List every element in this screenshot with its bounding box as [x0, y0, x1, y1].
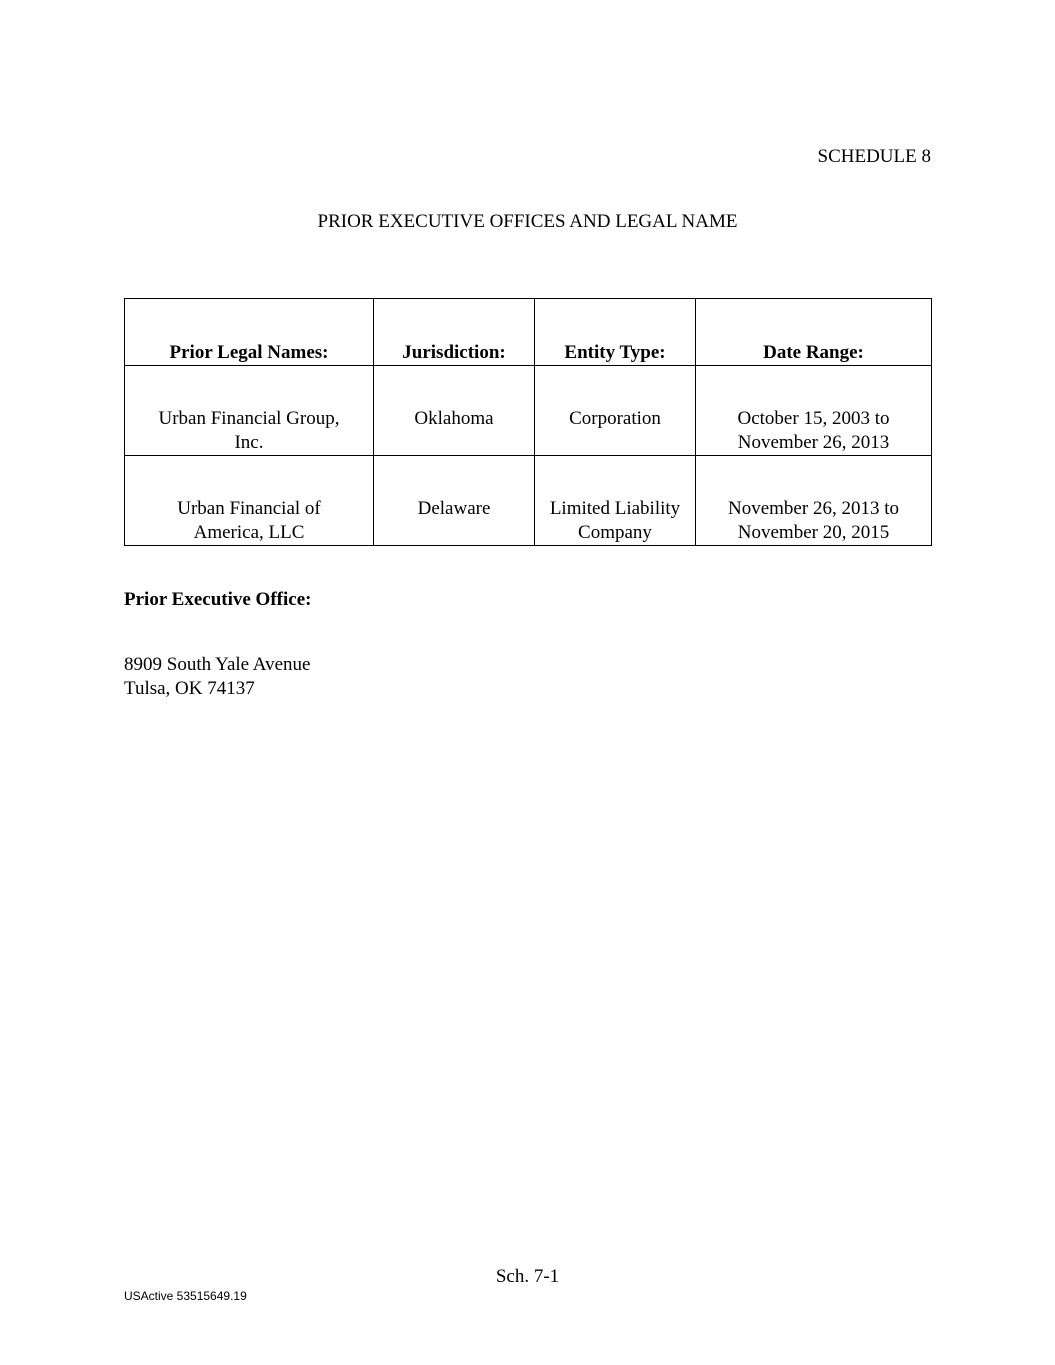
- cell-legal-name: [125, 456, 374, 546]
- cell-date-range: [696, 366, 932, 456]
- prior-executive-office-heading: Prior Executive Office:: [124, 589, 312, 610]
- jurisdiction-text: Delaware: [417, 498, 491, 519]
- cell-entity-type: [535, 366, 696, 456]
- address-line: Tulsa, OK 74137: [124, 678, 255, 699]
- table-header-row: [125, 299, 932, 366]
- prior-names-table: [124, 298, 932, 546]
- legal-name-line: Urban Financial of: [177, 498, 321, 519]
- address-line: 8909 South Yale Avenue: [124, 654, 311, 675]
- legal-name-line: Urban Financial Group,: [158, 408, 340, 429]
- legal-name-line: Inc.: [234, 432, 264, 453]
- document-title: PRIOR EXECUTIVE OFFICES AND LEGAL NAME: [317, 211, 738, 232]
- cell-date-range: [696, 456, 932, 546]
- cell-legal-name: [125, 366, 374, 456]
- legal-name-line: America, LLC: [193, 522, 305, 543]
- document-id: USActive 53515649.19: [124, 1289, 247, 1303]
- header-date-range: Date Range:: [696, 299, 932, 366]
- date-range-line: October 15, 2003 to: [737, 408, 890, 429]
- table-row: [125, 366, 932, 456]
- date-range-line: November 20, 2015: [737, 522, 890, 543]
- cell-jurisdiction: [374, 366, 535, 456]
- cell-jurisdiction: [374, 456, 535, 546]
- schedule-label: SCHEDULE 8: [817, 146, 931, 167]
- entity-type-line: Corporation: [569, 408, 661, 429]
- table-row: [125, 456, 932, 546]
- date-range-line: November 26, 2013 to: [728, 498, 899, 519]
- entity-type-line: Limited Liability: [549, 498, 681, 519]
- jurisdiction-text: Oklahoma: [414, 408, 494, 429]
- header-entity-type: Entity Type:: [535, 299, 696, 366]
- entity-type-line: Company: [578, 522, 652, 543]
- cell-entity-type: [535, 456, 696, 546]
- header-prior-legal-names: Prior Legal Names:: [125, 299, 374, 366]
- date-range-line: November 26, 2013: [737, 432, 890, 453]
- prior-office-address: [124, 653, 310, 701]
- page-number: Sch. 7-1: [495, 1266, 560, 1287]
- header-jurisdiction: Jurisdiction:: [374, 299, 535, 366]
